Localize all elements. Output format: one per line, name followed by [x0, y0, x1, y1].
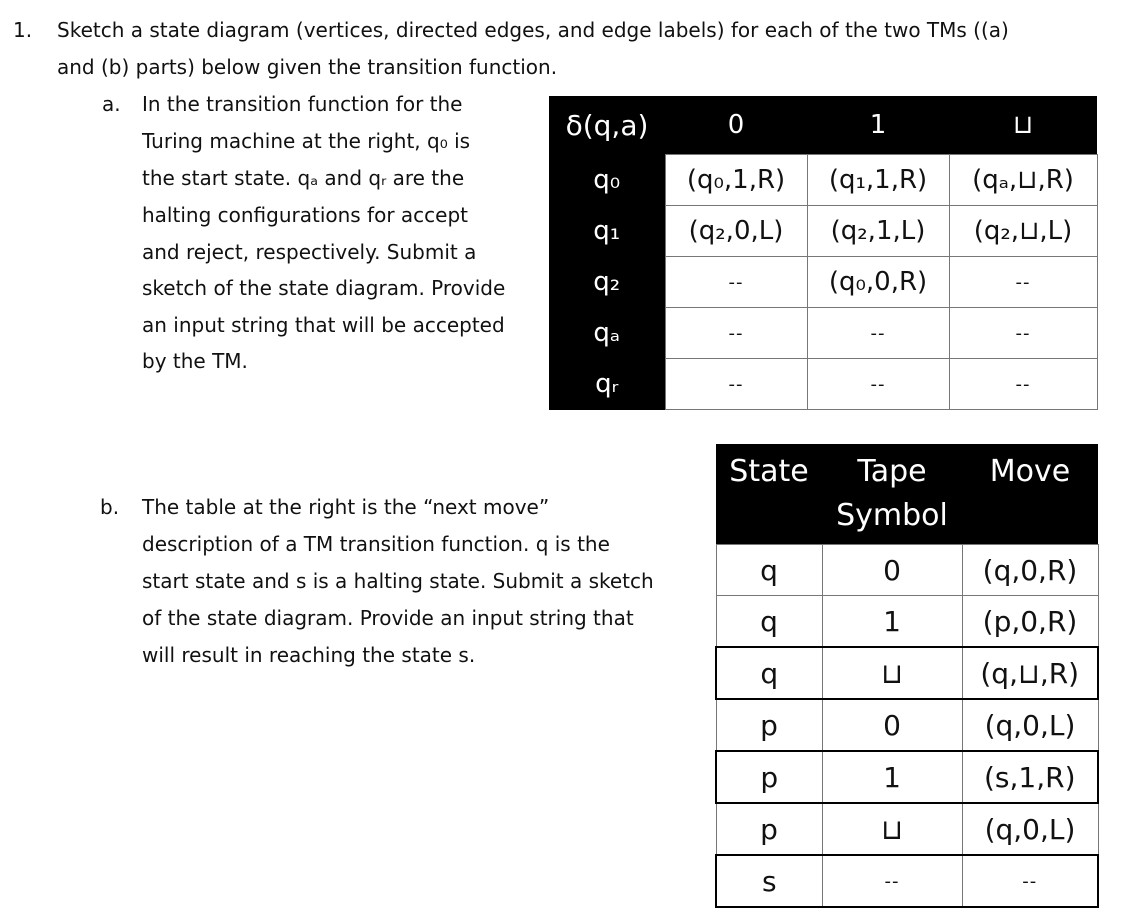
table-a-state: q₁ — [549, 206, 665, 257]
table-a-corner: δ(q,a) — [549, 96, 665, 155]
table-a-cell: -- — [665, 359, 807, 410]
table-a-cell: (q₂,1,L) — [807, 206, 949, 257]
table-b-cell: p — [716, 751, 822, 803]
table-b-cell: ⊔ — [822, 803, 962, 855]
part-a-line: halting configurations for accept — [142, 203, 469, 227]
table-b-cell: 0 — [822, 545, 962, 596]
table-a-cell: -- — [665, 308, 807, 359]
table-b-header-move: Move — [962, 444, 1098, 545]
table-a-cell: (q₀,0,R) — [807, 257, 949, 308]
table-b-cell: (q,0,L) — [962, 803, 1098, 855]
table-b-cell: 0 — [822, 699, 962, 751]
table-b-cell: q — [716, 545, 822, 596]
table-a-cell: -- — [807, 308, 949, 359]
part-b-line: description of a TM transition function. q is the — [142, 532, 610, 556]
next-move-table-b — [715, 444, 1099, 908]
table-b-cell: ⊔ — [822, 647, 962, 699]
table-b-cell: p — [716, 803, 822, 855]
table-a-cell: -- — [665, 257, 807, 308]
table-b-cell: 1 — [822, 596, 962, 648]
table-b-header-state: State — [716, 444, 822, 545]
part-a-line: Turing machine at the right, q₀ is — [142, 129, 471, 153]
table-a-cell: -- — [949, 308, 1097, 359]
table-b-cell: (q,⊔,R) — [962, 647, 1098, 699]
table-a-cell: -- — [949, 257, 1097, 308]
table-a-header: 0 — [665, 96, 807, 155]
part-b-letter: b. — [100, 495, 120, 519]
table-a-cell: -- — [949, 359, 1097, 410]
table-a-cell: -- — [807, 359, 949, 410]
part-b-line: of the state diagram. Provide an input string that — [142, 606, 634, 630]
table-a-cell: (q₂,⊔,L) — [949, 206, 1097, 257]
table-b-header-symbol: Tape Symbol — [822, 444, 962, 545]
part-b-line: start state and s is a halting state. Submit a sketch — [142, 569, 654, 593]
table-a-cell: (q₀,1,R) — [665, 155, 807, 206]
table-b-cell: s — [716, 855, 822, 907]
table-b-cell: -- — [962, 855, 1098, 907]
table-b-cell: -- — [822, 855, 962, 907]
table-a-state: q₀ — [549, 155, 665, 206]
part-a-line: an input string that will be accepted — [142, 313, 505, 337]
part-b-line: will result in reaching the state s. — [142, 643, 476, 667]
part-a-line: sketch of the state diagram. Provide — [142, 276, 506, 300]
table-b-cell: (q,0,R) — [962, 545, 1098, 596]
question-number: 1. — [13, 18, 33, 42]
part-a-line: by the TM. — [142, 349, 248, 373]
part-a-letter: a. — [102, 92, 121, 116]
question-text-line-1: Sketch a state diagram (vertices, directed edges, and edge labels) for each of the two TMs ((a) — [57, 18, 1009, 42]
table-b-cell: (p,0,R) — [962, 596, 1098, 648]
table-b-cell: q — [716, 647, 822, 699]
table-a-state: qₐ — [549, 308, 665, 359]
question-text-line-2: and (b) parts) below given the transition function. — [57, 55, 558, 79]
table-a-header: 1 — [807, 96, 949, 155]
table-b-cell: (q,0,L) — [962, 699, 1098, 751]
table-b-cell: (s,1,R) — [962, 751, 1098, 803]
table-a-cell: (q₂,0,L) — [665, 206, 807, 257]
table-a-state: q₂ — [549, 257, 665, 308]
table-a-header: ⊔ — [949, 96, 1097, 155]
part-a-line: the start state. qₐ and qᵣ are the — [142, 166, 465, 190]
table-a-cell: (qₐ,⊔,R) — [949, 155, 1097, 206]
part-a-line: and reject, respectively. Submit a — [142, 240, 477, 264]
table-b-cell: 1 — [822, 751, 962, 803]
table-a-cell: (q₁,1,R) — [807, 155, 949, 206]
table-b-cell: q — [716, 596, 822, 648]
transition-table-a — [549, 96, 1098, 410]
part-b-line: The table at the right is the “next move” — [142, 495, 550, 519]
table-a-state: qᵣ — [549, 359, 665, 410]
table-b-cell: p — [716, 699, 822, 751]
part-a-line: In the transition function for the — [142, 92, 463, 116]
